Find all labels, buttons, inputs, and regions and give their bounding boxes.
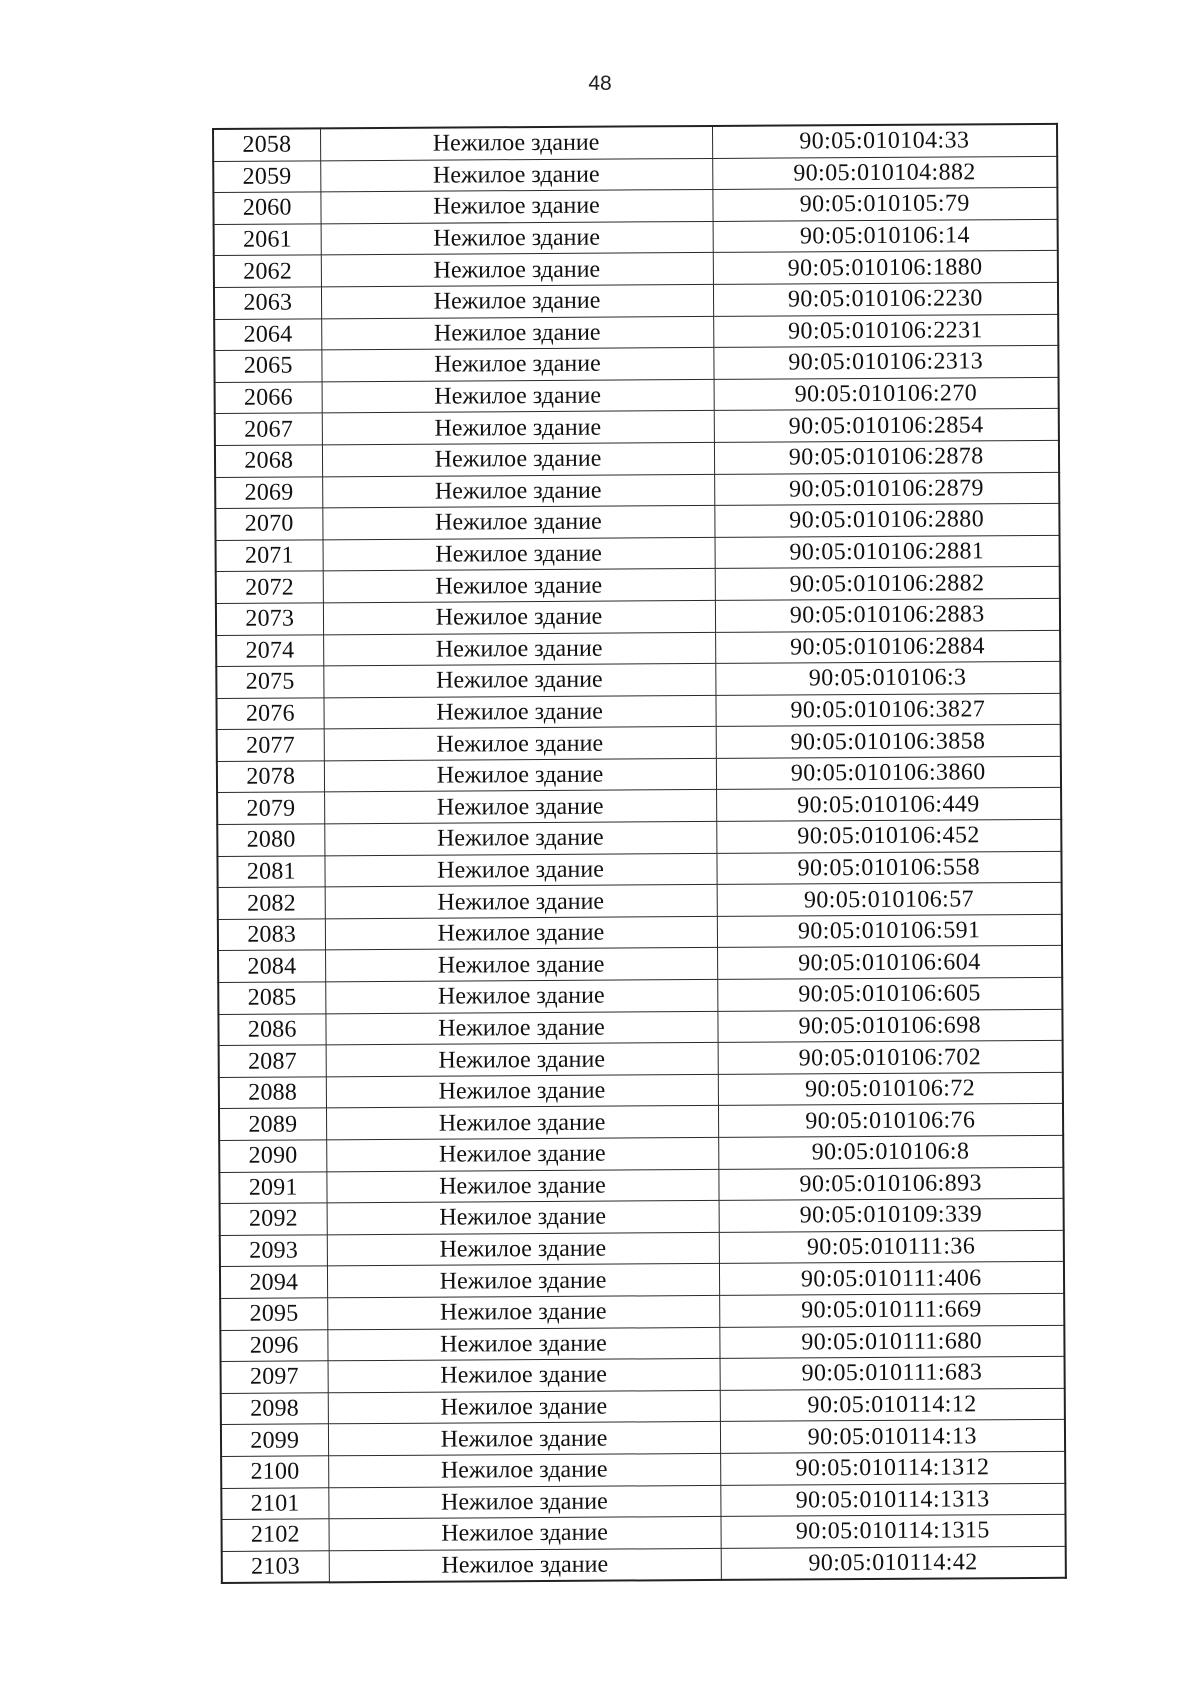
row-number-cell: 2074 xyxy=(216,634,323,666)
cadastral-number-cell: 90:05:010106:2313 xyxy=(713,345,1058,379)
row-number-cell: 2092 xyxy=(220,1203,327,1235)
cadastral-number-cell: 90:05:010109:339 xyxy=(719,1199,1064,1233)
object-type-cell: Нежилое здание xyxy=(322,411,714,445)
object-type-cell: Нежилое здание xyxy=(323,695,715,729)
table-row xyxy=(216,693,1060,730)
table-row xyxy=(213,156,1057,193)
property-table-body xyxy=(213,124,1066,1583)
object-type-cell: Нежилое здание xyxy=(321,284,713,318)
object-type-cell: Нежилое здание xyxy=(326,1074,718,1108)
row-number-cell: 2065 xyxy=(214,350,321,382)
object-type-cell: Нежилое здание xyxy=(325,916,717,950)
cadastral-number-cell: 90:05:010106:8 xyxy=(718,1135,1063,1169)
cadastral-number-cell: 90:05:010114:1313 xyxy=(720,1483,1065,1517)
row-number-cell: 2058 xyxy=(213,128,320,161)
row-number-cell: 2060 xyxy=(213,192,320,224)
cadastral-number-cell: 90:05:010106:449 xyxy=(716,788,1061,822)
cadastral-number-cell: 90:05:010106:2880 xyxy=(714,503,1059,537)
object-type-cell: Нежилое здание xyxy=(326,1106,718,1140)
row-number-cell: 2066 xyxy=(215,382,322,414)
table-row xyxy=(220,1230,1064,1267)
row-number-cell: 2079 xyxy=(217,792,324,824)
cadastral-number-cell: 90:05:010106:605 xyxy=(717,977,1062,1011)
table-row xyxy=(220,1293,1064,1330)
table-row xyxy=(221,1420,1065,1457)
table-row xyxy=(219,1041,1063,1078)
object-type-cell: Нежилое здание xyxy=(324,790,716,824)
row-number-cell: 2070 xyxy=(215,508,322,540)
cadastral-number-cell: 90:05:010106:2231 xyxy=(713,314,1058,348)
table-row xyxy=(222,1514,1066,1551)
object-type-cell: Нежилое здание xyxy=(328,1517,720,1551)
row-number-cell: 2096 xyxy=(220,1329,327,1361)
cadastral-number-cell: 90:05:010111:669 xyxy=(719,1293,1064,1327)
table-row xyxy=(217,725,1061,762)
object-type-cell: Нежилое здание xyxy=(323,537,715,571)
row-number-cell: 2093 xyxy=(220,1235,327,1267)
cadastral-number-cell: 90:05:010106:558 xyxy=(716,851,1061,885)
object-type-cell: Нежилое здание xyxy=(321,316,713,350)
table-row xyxy=(217,851,1061,888)
object-type-cell: Нежилое здание xyxy=(324,821,716,855)
row-number-cell: 2084 xyxy=(218,950,325,982)
cadastral-number-cell: 90:05:010114:12 xyxy=(720,1388,1065,1422)
object-type-cell: Нежилое здание xyxy=(328,1359,720,1393)
row-number-cell: 2072 xyxy=(216,571,323,603)
object-type-cell: Нежилое здание xyxy=(325,979,717,1013)
object-type-cell: Нежилое здание xyxy=(326,1043,718,1077)
table-row xyxy=(222,1546,1066,1583)
table-row xyxy=(218,883,1062,920)
object-type-cell: Нежилое здание xyxy=(328,1390,720,1424)
row-number-cell: 2077 xyxy=(217,729,324,761)
object-type-cell: Нежилое здание xyxy=(327,1232,719,1266)
table-row xyxy=(220,1199,1064,1236)
row-number-cell: 2061 xyxy=(214,224,321,256)
object-type-cell: Нежилое здание xyxy=(320,158,712,192)
row-number-cell: 2103 xyxy=(222,1551,329,1584)
table-row xyxy=(216,630,1060,667)
row-number-cell: 2083 xyxy=(218,919,325,951)
cadastral-number-cell: 90:05:010114:42 xyxy=(721,1546,1066,1580)
object-type-cell: Нежилое здание xyxy=(326,1169,718,1203)
cadastral-number-cell: 90:05:010106:893 xyxy=(718,1167,1063,1201)
row-number-cell: 2078 xyxy=(217,761,324,793)
table-row xyxy=(214,251,1058,288)
table-row xyxy=(217,819,1061,856)
property-table xyxy=(212,123,1067,1584)
object-type-cell: Нежилое здание xyxy=(327,1327,719,1361)
cadastral-number-cell: 90:05:010106:3 xyxy=(715,661,1060,695)
object-type-cell: Нежилое здание xyxy=(327,1264,719,1298)
table-row xyxy=(216,661,1060,698)
object-type-cell: Нежилое здание xyxy=(329,1548,721,1582)
object-type-cell: Нежилое здание xyxy=(327,1295,719,1329)
cadastral-number-cell: 90:05:010106:270 xyxy=(714,377,1059,411)
cadastral-number-cell: 90:05:010106:604 xyxy=(717,946,1062,980)
cadastral-number-cell: 90:05:010114:1315 xyxy=(720,1514,1065,1548)
row-number-cell: 2069 xyxy=(215,476,322,508)
cadastral-number-cell: 90:05:010114:1312 xyxy=(720,1451,1065,1485)
object-type-cell: Нежилое здание xyxy=(324,727,716,761)
object-type-cell: Нежилое здание xyxy=(328,1453,720,1487)
table-row xyxy=(220,1325,1064,1362)
table-row xyxy=(218,946,1062,983)
table-row xyxy=(218,914,1062,951)
row-number-cell: 2080 xyxy=(217,824,324,856)
cadastral-number-cell: 90:05:010106:2854 xyxy=(714,409,1059,443)
table-row xyxy=(221,1388,1065,1425)
cadastral-number-cell: 90:05:010114:13 xyxy=(720,1420,1065,1454)
object-type-cell: Нежилое здание xyxy=(322,474,714,508)
cadastral-number-cell: 90:05:010106:3827 xyxy=(715,693,1060,727)
object-type-cell: Нежилое здание xyxy=(325,1011,717,1045)
object-type-cell: Нежилое здание xyxy=(328,1485,720,1519)
row-number-cell: 2101 xyxy=(221,1487,328,1519)
object-type-cell: Нежилое здание xyxy=(321,221,713,255)
table-row xyxy=(216,567,1060,604)
row-number-cell: 2068 xyxy=(215,445,322,477)
table-row xyxy=(214,314,1058,351)
row-number-cell: 2097 xyxy=(221,1361,328,1393)
table-row xyxy=(221,1451,1065,1488)
cadastral-number-cell: 90:05:010111:406 xyxy=(719,1262,1064,1296)
cadastral-number-cell: 90:05:010106:2878 xyxy=(714,440,1059,474)
cadastral-number-cell: 90:05:010105:79 xyxy=(712,188,1057,222)
table-row xyxy=(213,124,1057,161)
row-number-cell: 2075 xyxy=(216,666,323,698)
page-number: 48 xyxy=(588,72,612,95)
row-number-cell: 2085 xyxy=(218,982,325,1014)
property-table-container xyxy=(212,123,1065,1584)
row-number-cell: 2100 xyxy=(221,1456,328,1488)
cadastral-number-cell: 90:05:010111:36 xyxy=(719,1230,1064,1264)
table-row xyxy=(217,756,1061,793)
object-type-cell: Нежилое здание xyxy=(323,569,715,603)
cadastral-number-cell: 90:05:010106:2882 xyxy=(715,567,1060,601)
cadastral-number-cell: 90:05:010106:14 xyxy=(713,219,1058,253)
row-number-cell: 2076 xyxy=(216,698,323,730)
table-row xyxy=(219,1072,1063,1109)
cadastral-number-cell: 90:05:010111:680 xyxy=(719,1325,1064,1359)
row-number-cell: 2091 xyxy=(219,1171,326,1203)
row-number-cell: 2064 xyxy=(214,318,321,350)
row-number-cell: 2089 xyxy=(219,1108,326,1140)
object-type-cell: Нежилое здание xyxy=(326,1137,718,1171)
table-row xyxy=(219,1104,1063,1141)
cadastral-number-cell: 90:05:010106:2884 xyxy=(715,630,1060,664)
object-type-cell: Нежилое здание xyxy=(321,348,713,382)
table-row xyxy=(217,788,1061,825)
table-row xyxy=(214,219,1058,256)
object-type-cell: Нежилое здание xyxy=(321,253,713,287)
cadastral-number-cell: 90:05:010106:3858 xyxy=(716,725,1061,759)
object-type-cell: Нежилое здание xyxy=(320,126,712,160)
cadastral-number-cell: 90:05:010106:1880 xyxy=(713,251,1058,285)
object-type-cell: Нежилое здание xyxy=(328,1422,720,1456)
row-number-cell: 2082 xyxy=(218,887,325,919)
table-row xyxy=(215,409,1059,446)
cadastral-number-cell: 90:05:010106:702 xyxy=(718,1041,1063,1075)
row-number-cell: 2059 xyxy=(213,160,320,192)
cadastral-number-cell: 90:05:010106:2881 xyxy=(715,535,1060,569)
cadastral-number-cell: 90:05:010111:683 xyxy=(720,1356,1065,1390)
cadastral-number-cell: 90:05:010106:72 xyxy=(718,1072,1063,1106)
cadastral-number-cell: 90:05:010106:591 xyxy=(717,914,1062,948)
cadastral-number-cell: 90:05:010106:452 xyxy=(716,819,1061,853)
cadastral-number-cell: 90:05:010106:698 xyxy=(717,1009,1062,1043)
row-number-cell: 2071 xyxy=(216,540,323,572)
row-number-cell: 2102 xyxy=(222,1519,329,1551)
table-row xyxy=(215,377,1059,414)
table-row xyxy=(214,345,1058,382)
table-row xyxy=(215,503,1059,540)
object-type-cell: Нежилое здание xyxy=(323,664,715,698)
row-number-cell: 2081 xyxy=(217,855,324,887)
cadastral-number-cell: 90:05:010106:57 xyxy=(717,883,1062,917)
table-row xyxy=(213,188,1057,225)
object-type-cell: Нежилое здание xyxy=(322,379,714,413)
object-type-cell: Нежилое здание xyxy=(324,853,716,887)
row-number-cell: 2098 xyxy=(221,1393,328,1425)
table-row xyxy=(221,1356,1065,1393)
table-row xyxy=(219,1167,1063,1204)
object-type-cell: Нежилое здание xyxy=(325,948,717,982)
object-type-cell: Нежилое здание xyxy=(324,758,716,792)
object-type-cell: Нежилое здание xyxy=(327,1201,719,1235)
object-type-cell: Нежилое здание xyxy=(323,632,715,666)
row-number-cell: 2062 xyxy=(214,255,321,287)
table-row xyxy=(220,1262,1064,1299)
row-number-cell: 2094 xyxy=(220,1266,327,1298)
cadastral-number-cell: 90:05:010104:33 xyxy=(712,124,1057,158)
table-row xyxy=(216,598,1060,635)
cadastral-number-cell: 90:05:010106:2883 xyxy=(715,598,1060,632)
row-number-cell: 2063 xyxy=(214,287,321,319)
row-number-cell: 2067 xyxy=(215,413,322,445)
cadastral-number-cell: 90:05:010106:2230 xyxy=(713,282,1058,316)
row-number-cell: 2099 xyxy=(221,1424,328,1456)
row-number-cell: 2073 xyxy=(216,603,323,635)
cadastral-number-cell: 90:05:010106:76 xyxy=(718,1104,1063,1138)
row-number-cell: 2095 xyxy=(220,1298,327,1330)
row-number-cell: 2090 xyxy=(219,1140,326,1172)
object-type-cell: Нежилое здание xyxy=(322,506,714,540)
object-type-cell: Нежилое здание xyxy=(325,885,717,919)
object-type-cell: Нежилое здание xyxy=(322,442,714,476)
cadastral-number-cell: 90:05:010106:2879 xyxy=(714,472,1059,506)
table-row xyxy=(215,472,1059,509)
table-row xyxy=(218,977,1062,1014)
table-row xyxy=(218,1009,1062,1046)
table-row xyxy=(219,1135,1063,1172)
row-number-cell: 2086 xyxy=(218,1013,325,1045)
object-type-cell: Нежилое здание xyxy=(320,190,712,224)
object-type-cell: Нежилое здание xyxy=(323,600,715,634)
table-row xyxy=(221,1483,1065,1520)
row-number-cell: 2087 xyxy=(219,1045,326,1077)
table-row xyxy=(215,440,1059,477)
table-row xyxy=(216,535,1060,572)
table-row xyxy=(214,282,1058,319)
row-number-cell: 2088 xyxy=(219,1077,326,1109)
cadastral-number-cell: 90:05:010104:882 xyxy=(712,156,1057,190)
cadastral-number-cell: 90:05:010106:3860 xyxy=(716,756,1061,790)
